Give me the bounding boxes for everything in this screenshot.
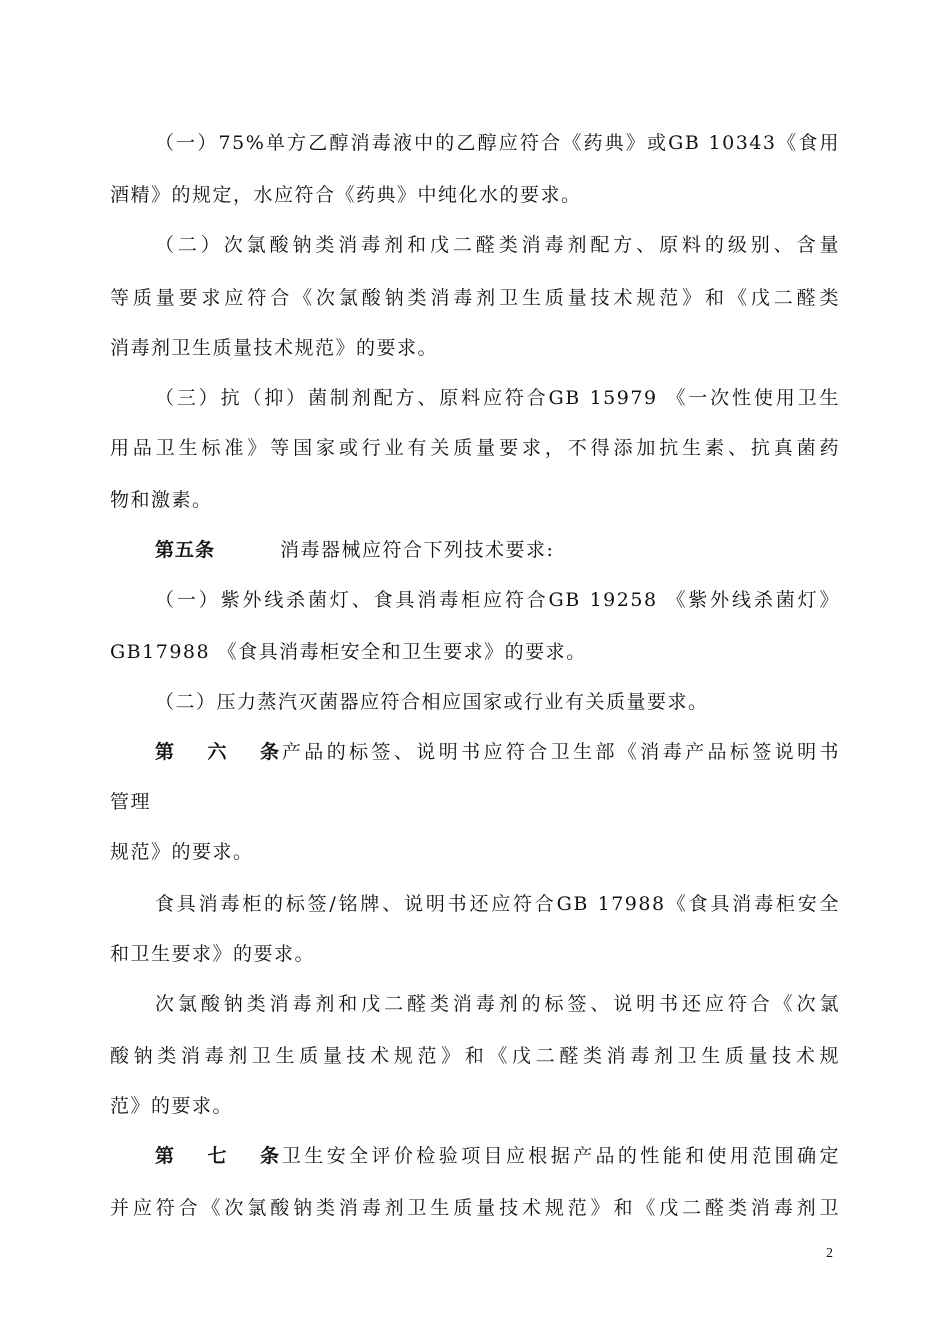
text-line: 次氯酸钠类消毒剂和戊二醛类消毒剂的标签、说明书还应符合《次氯 <box>155 993 840 1015</box>
text-line: 和卫生要求》的要求。 <box>110 943 316 965</box>
text-line: （一）75%单方乙醇消毒液中的乙醇应符合《药典》或GB 10343《食用 <box>155 132 840 154</box>
text-line: （三）抗（抑）菌制剂配方、原料应符合GB 15979 《一次性使用卫生 <box>155 387 840 409</box>
text-line: 等质量要求应符合《次氯酸钠类消毒剂卫生质量技术规范》和《戊二醛类 <box>110 287 840 309</box>
article-text: 消毒器械应符合下列技术要求: <box>280 539 555 561</box>
article-label: 第五条 <box>155 539 216 561</box>
text-line: 食具消毒柜的标签/铭牌、说明书还应符合GB 17988《食具消毒柜安全 <box>155 893 840 915</box>
article-heading-6 <box>155 737 840 767</box>
text-line: （二）次氯酸钠类消毒剂和戊二醛类消毒剂配方、原料的级别、含量 <box>155 234 840 256</box>
text-line: 并应符合《次氯酸钠类消毒剂卫生质量技术规范》和《戊二醛类消毒剂卫 <box>110 1197 840 1219</box>
text-line: （一）紫外线杀菌灯、食具消毒柜应符合GB 19258 《紫外线杀菌灯》 <box>155 589 840 611</box>
article-label: 第六条 <box>155 741 280 763</box>
text-line: （二）压力蒸汽灭菌器应符合相应国家或行业有关质量要求。 <box>155 691 709 713</box>
article-text: 产品的标签、说明书应符合卫生部《消毒产品标签说明书 <box>280 741 840 763</box>
text-line: 用品卫生标准》等国家或行业有关质量要求，不得添加抗生素、抗真菌药 <box>110 437 840 459</box>
article-heading-5 <box>155 535 840 565</box>
text-line: 消毒剂卫生质量技术规范》的要求。 <box>110 337 439 359</box>
text-line: GB17988 《食具消毒柜安全和卫生要求》的要求。 <box>110 641 587 663</box>
text-line: 管理 <box>110 791 152 813</box>
text-line: 物和激素。 <box>110 489 213 511</box>
page-number: 2 <box>826 1246 833 1261</box>
text-line: 酒精》的规定，水应符合《药典》中纯化水的要求。 <box>110 184 582 206</box>
article-label: 第七条 <box>155 1145 280 1167</box>
text-line: 规范》的要求。 <box>110 841 254 863</box>
text-line: 酸钠类消毒剂卫生质量技术规范》和《戊二醛类消毒剂卫生质量技术规 <box>110 1045 840 1067</box>
article-heading-7 <box>155 1141 840 1171</box>
article-text: 卫生安全评价检验项目应根据产品的性能和使用范围确定 <box>280 1145 840 1167</box>
text-line: 范》的要求。 <box>110 1095 234 1117</box>
